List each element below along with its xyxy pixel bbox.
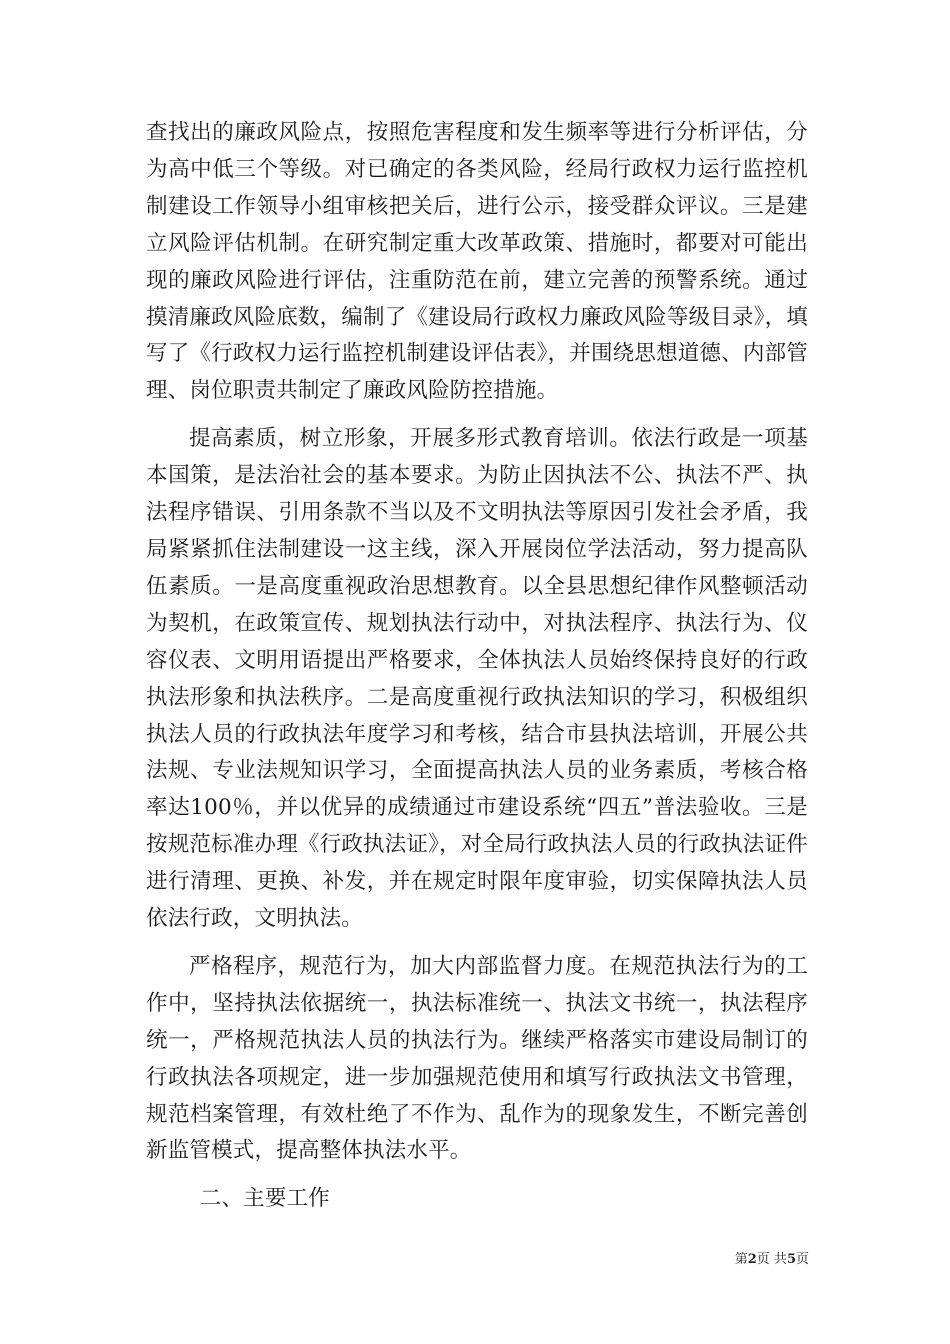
paragraph-internal-supervision: 严格程序，规范行为，加大内部监督力度。在规范执法行为的工作中，坚持执法依据统一，执法标准统一、执法文书统一，执法程序统一，严格规范执法人员的执法行为。继续严格落实市建设局制订的行政执法各项规定，进一步加强规范使用和填写行政执法文书管理，规范档案管理，有效杜绝了不作为、乱作为的现象发生，不断完善创新监管模式，提高整体执法水平。	[146, 953, 808, 1164]
footer-suffix: 页	[795, 1252, 809, 1267]
page-footer	[0, 1248, 809, 1267]
footer-middle: 页 共	[756, 1252, 787, 1267]
footer-current-page: 2	[747, 1252, 757, 1267]
paragraph-education-training: 提高素质，树立形象，开展多形式教育培训。依法行政是一项基本国策，是法治社会的基本要求。为防止因执法不公、执法不严、执法程序错误、引用条款不当以及不文明执法等原因引发社会矛盾，我局紧紧抓住法制建设一这主线，深入开展岗位学法活动，努力提高队伍素质。一是高度重视政治思想教育。以全县思想纪律作风整顿活动为契机，在政策宣传、规划执法行动中，对执法程序、执法行为、仪容仪表、文明用语提出严格要求，全体执法人员始终保持良好的行政执法形象和执法秩序。二是高度重视行政执法知识的学习，积极组织执法人员的行政执法年度学习和考核，结合市县执法培训，开展公共法规、专业法规知识学习，全面提高执法人员的业务素质，考核合格率达100％，并以优异的成绩通过市建设系统“四五”普法验收。三是按规范标准办理《行政执法证》，对全局行政执法人员的行政执法证件进行清理、更换、补发，并在规定时限年度审验，切实保障执法人员依法行政，文明执法。	[146, 426, 808, 932]
footer-prefix: 第	[734, 1252, 748, 1267]
document-body	[146, 115, 808, 1218]
paragraph-risk-assessment: 查找出的廉政风险点，按照危害程度和发生频率等进行分析评估，分为高中低三个等级。对已确定的各类风险，经局行政权力运行监控机制建设工作领导小组审核把关后，进行公示，接受群众评议。三是建立风险评估机制。在研究制定重大改革政策、措施时，都要对可能出现的廉政风险进行评估，注重防范在前，建立完善的预警系统。通过摸清廉政风险底数，编制了《建设局行政权力廉政风险等级目录》，填写了《行政权力运行监控机制建设评估表》，并围绕思想道德、内部管理、岗位职责共制定了廉政风险防控措施。	[146, 120, 808, 404]
section-heading-main-work: 二、主要工作	[199, 1186, 330, 1212]
footer-total-pages: 5	[786, 1252, 796, 1267]
